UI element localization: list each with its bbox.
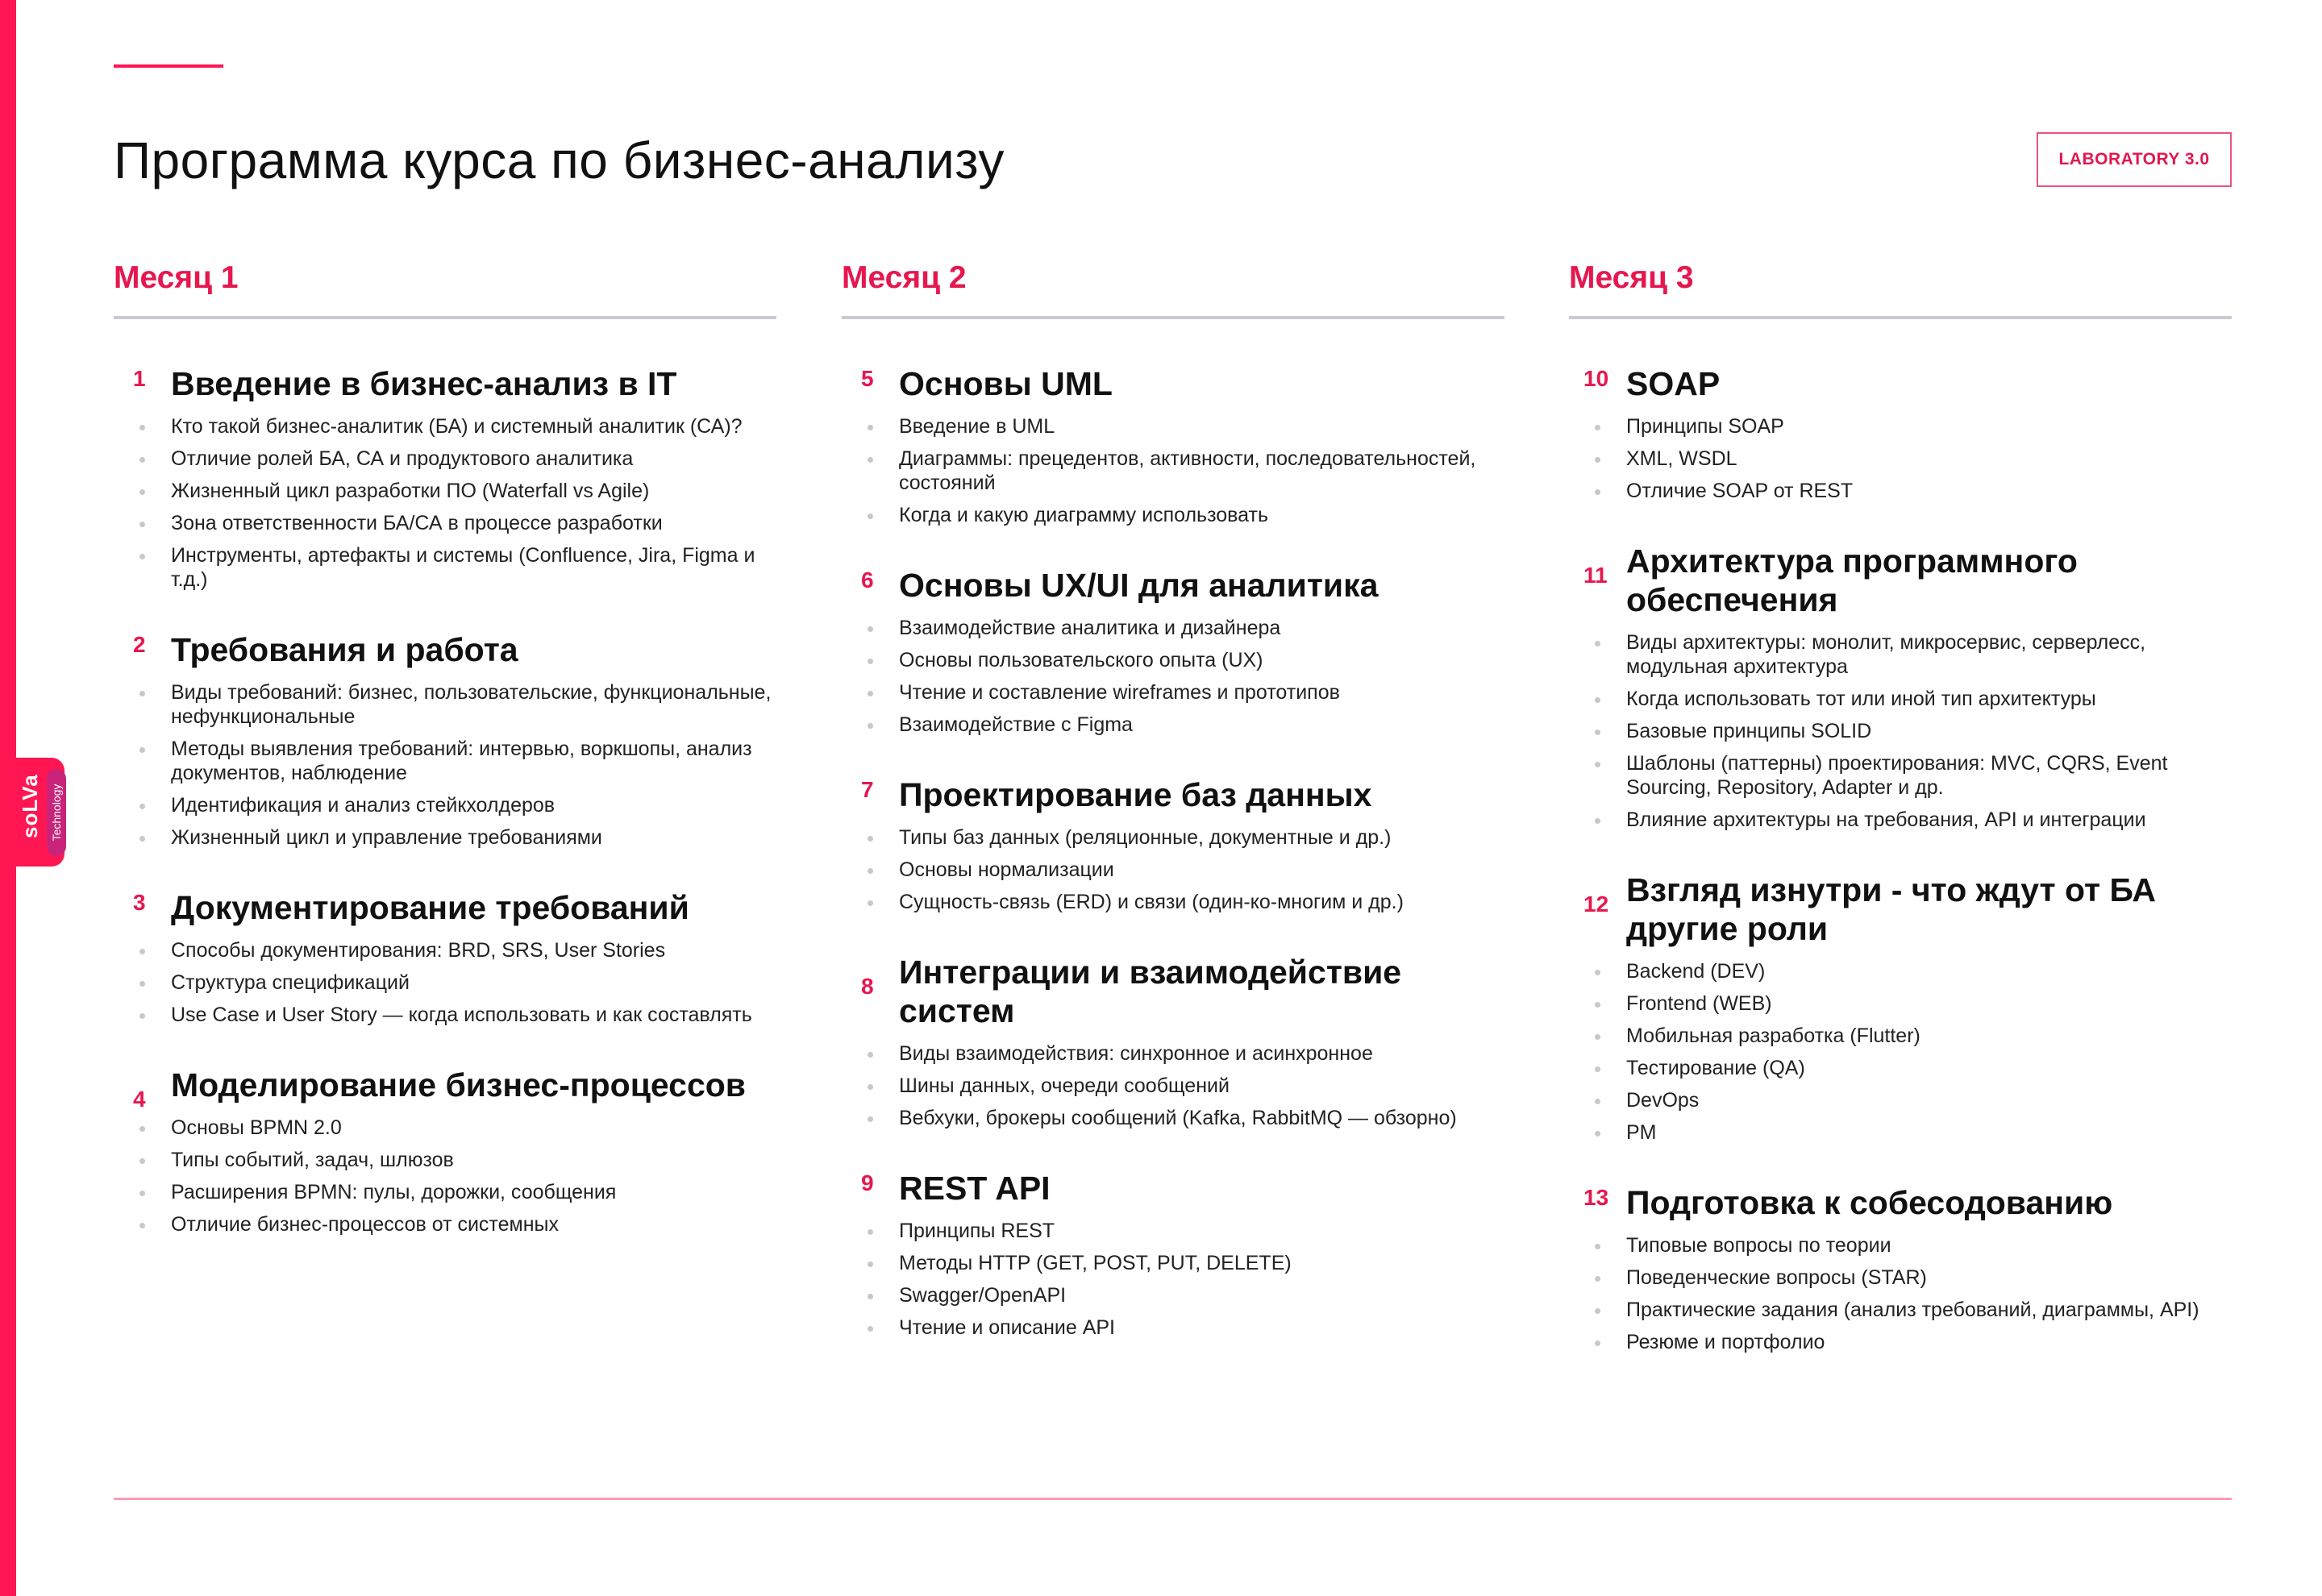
list-item: Виды взаимодействия: синхронное и асинхронное — [899, 1041, 1504, 1066]
list-item: Основы пользовательского опыта (UX) — [899, 648, 1504, 672]
list-item: Отличие SOAP от REST — [1626, 479, 2232, 503]
list-item: Диаграммы: прецедентов, активности, последовательностей, состояний — [899, 447, 1504, 495]
topic-title: Моделирование бизнес-процессов — [171, 1066, 747, 1103]
list-item: Влияние архитектуры на требования, API и интеграции — [1626, 808, 2232, 832]
topic-number: 5 — [861, 366, 874, 391]
list-item: Кто такой бизнес-аналитик (БА) и системный аналитик (СА)? — [171, 414, 776, 438]
list-item: Use Case и User Story — когда использовать и как составлять — [171, 1003, 776, 1027]
topic-1 — [114, 364, 776, 592]
list-item: Типы баз данных (реляционные, документные и др.) — [899, 825, 1504, 850]
list-item: Структура спецификаций — [171, 970, 776, 995]
footer-divider — [114, 1498, 2232, 1500]
list-item: PM — [1626, 1120, 2232, 1145]
month-heading: Месяц 2 — [842, 256, 1504, 319]
list-item: Вебхуки, брокеры сообщений (Kafka, RabbitMQ — обзорно) — [899, 1106, 1504, 1130]
topic-title: Проектирование баз данных — [899, 776, 1372, 813]
list-item: Методы HTTP (GET, POST, PUT, DELETE) — [899, 1251, 1504, 1275]
topic-items — [1626, 414, 2232, 503]
topic-items — [171, 1116, 776, 1236]
topic-number: 2 — [133, 632, 146, 657]
topic-title: Взгляд изнутри - что ждут от БА другие роли — [1626, 871, 2157, 947]
list-item: Базовые принципы SOLID — [1626, 719, 2232, 743]
topic-title: Подготовка к собесодованию — [1626, 1184, 2113, 1221]
topic-8 — [842, 953, 1504, 1130]
list-item: DevOps — [1626, 1088, 2232, 1112]
list-item: Принципы REST — [899, 1219, 1504, 1243]
page-title: Программа курса по бизнес-анализу — [114, 131, 1005, 189]
laboratory-badge: LABORATORY 3.0 — [2037, 132, 2232, 187]
topic-items — [899, 616, 1504, 737]
list-item: Расширения BPMN: пулы, дорожки, сообщения — [171, 1180, 776, 1204]
list-item: Чтение и описание API — [899, 1315, 1504, 1340]
list-item: XML, WSDL — [1626, 447, 2232, 471]
list-item: Основы нормализации — [899, 858, 1504, 882]
list-item: Frontend (WEB) — [1626, 991, 2232, 1016]
topic-3 — [114, 888, 776, 1027]
topic-items — [1626, 1233, 2232, 1354]
topic-items — [899, 1219, 1504, 1340]
list-item: Идентификация и анализ стейкхолдеров — [171, 793, 776, 817]
list-item: Резюме и портфолио — [1626, 1330, 2232, 1354]
topic-items — [1626, 630, 2232, 832]
list-item: Backend (DEV) — [1626, 959, 2232, 983]
topic-9 — [842, 1169, 1504, 1340]
topic-number: 4 — [133, 1087, 146, 1112]
list-item: Шины данных, очереди сообщений — [899, 1074, 1504, 1098]
list-item: Когда использовать тот или иной тип архитектуры — [1626, 687, 2232, 711]
list-item: Инструменты, артефакты и системы (Confluence, Jira, Figma и т.д.) — [171, 543, 776, 592]
topic-title: Основы UX/UI для аналитика — [899, 567, 1379, 604]
list-item: Типовые вопросы по теории — [1626, 1233, 2232, 1257]
list-item: Способы документирования: BRD, SRS, User Stories — [171, 938, 776, 962]
list-item: Поведенческие вопросы (STAR) — [1626, 1266, 2232, 1290]
logo-wordmark: soLVa — [18, 774, 42, 838]
list-item: Методы выявления требований: интервью, воркшопы, анализ документов, наблюдение — [171, 737, 776, 785]
topic-title: Требования и работа — [171, 631, 518, 668]
list-item: Когда и какую диаграмму использовать — [899, 503, 1504, 527]
topic-items — [171, 938, 776, 1027]
topic-title: Архитектура программного обеспечения — [1626, 542, 2078, 618]
list-item: Введение в UML — [899, 414, 1504, 438]
topic-items — [899, 414, 1504, 527]
topic-number: 6 — [861, 567, 874, 592]
topic-items — [899, 1041, 1504, 1130]
topic-items — [899, 825, 1504, 914]
month-3-column — [1569, 256, 2232, 1362]
topic-items — [171, 680, 776, 850]
topic-number: 9 — [861, 1170, 874, 1195]
list-item: Жизненный цикл разработки ПО (Waterfall vs Agile) — [171, 479, 776, 503]
topic-title: Основы UML — [899, 365, 1113, 402]
topic-title: Введение в бизнес-анализ в IT — [171, 365, 677, 402]
list-item: Типы событий, задач, шлюзов — [171, 1148, 776, 1172]
topic-11 — [1569, 542, 2232, 832]
list-item: Тестирование (QA) — [1626, 1056, 2232, 1080]
list-item: Отличие бизнес-процессов от системных — [171, 1212, 776, 1236]
month-heading: Месяц 1 — [114, 256, 776, 319]
topic-number: 3 — [133, 890, 146, 915]
list-item: Принципы SOAP — [1626, 414, 2232, 438]
topic-12 — [1569, 871, 2232, 1145]
list-item: Основы BPMN 2.0 — [171, 1116, 776, 1140]
title-accent-line — [114, 64, 223, 68]
list-item: Чтение и составление wireframes и прототипов — [899, 680, 1504, 704]
solva-logo — [16, 758, 64, 867]
month-1-column — [114, 256, 776, 1245]
list-item: Взаимодействие аналитика и дизайнера — [899, 616, 1504, 640]
topic-10 — [1569, 364, 2232, 503]
list-item: Шаблоны (паттерны) проектирования: MVC, CQRS, Event Sourcing, Repository, Adapter и др. — [1626, 751, 2232, 800]
topic-number: 1 — [133, 366, 146, 391]
list-item: Виды архитектуры: монолит, микросервис, серверлесс, модульная архитектура — [1626, 630, 2232, 679]
topic-number: 10 — [1583, 366, 1609, 391]
month-heading: Месяц 3 — [1569, 256, 2232, 319]
topic-title: REST API — [899, 1170, 1051, 1207]
topic-number: 8 — [861, 974, 874, 999]
topic-number: 12 — [1583, 892, 1609, 916]
list-item: Практические задания (анализ требований, диаграммы, API) — [1626, 1298, 2232, 1322]
topic-7 — [842, 775, 1504, 914]
topic-number: 7 — [861, 777, 874, 802]
topic-items — [1626, 959, 2232, 1145]
topic-title: Интеграции и взаимодействие систем — [899, 954, 1402, 1029]
list-item: Сущность-связь (ERD) и связи (один-ко-многим и др.) — [899, 890, 1504, 914]
list-item: Взаимодействие с Figma — [899, 713, 1504, 737]
topic-title: SOAP — [1626, 365, 1721, 402]
topic-number: 11 — [1583, 563, 1608, 588]
side-accent-bar — [0, 0, 16, 1596]
list-item: Swagger/OpenAPI — [899, 1283, 1504, 1307]
topic-4 — [114, 1066, 776, 1236]
logo-tagline: Technology — [47, 769, 66, 856]
list-item: Зона ответственности БА/СА в процессе разработки — [171, 511, 776, 535]
topic-6 — [842, 566, 1504, 737]
list-item: Жизненный цикл и управление требованиями — [171, 825, 776, 850]
list-item: Виды требований: бизнес, пользовательские, функциональные, нефункциональные — [171, 680, 776, 729]
topic-title: Документирование требований — [171, 889, 689, 926]
topic-5 — [842, 364, 1504, 527]
list-item: Мобильная разработка (Flutter) — [1626, 1024, 2232, 1048]
topic-items — [171, 414, 776, 592]
month-2-column — [842, 256, 1504, 1348]
list-item: Отличие ролей БА, СА и продуктового аналитика — [171, 447, 776, 471]
topic-2 — [114, 630, 776, 850]
topic-number: 13 — [1583, 1185, 1609, 1210]
topic-13 — [1569, 1183, 2232, 1354]
